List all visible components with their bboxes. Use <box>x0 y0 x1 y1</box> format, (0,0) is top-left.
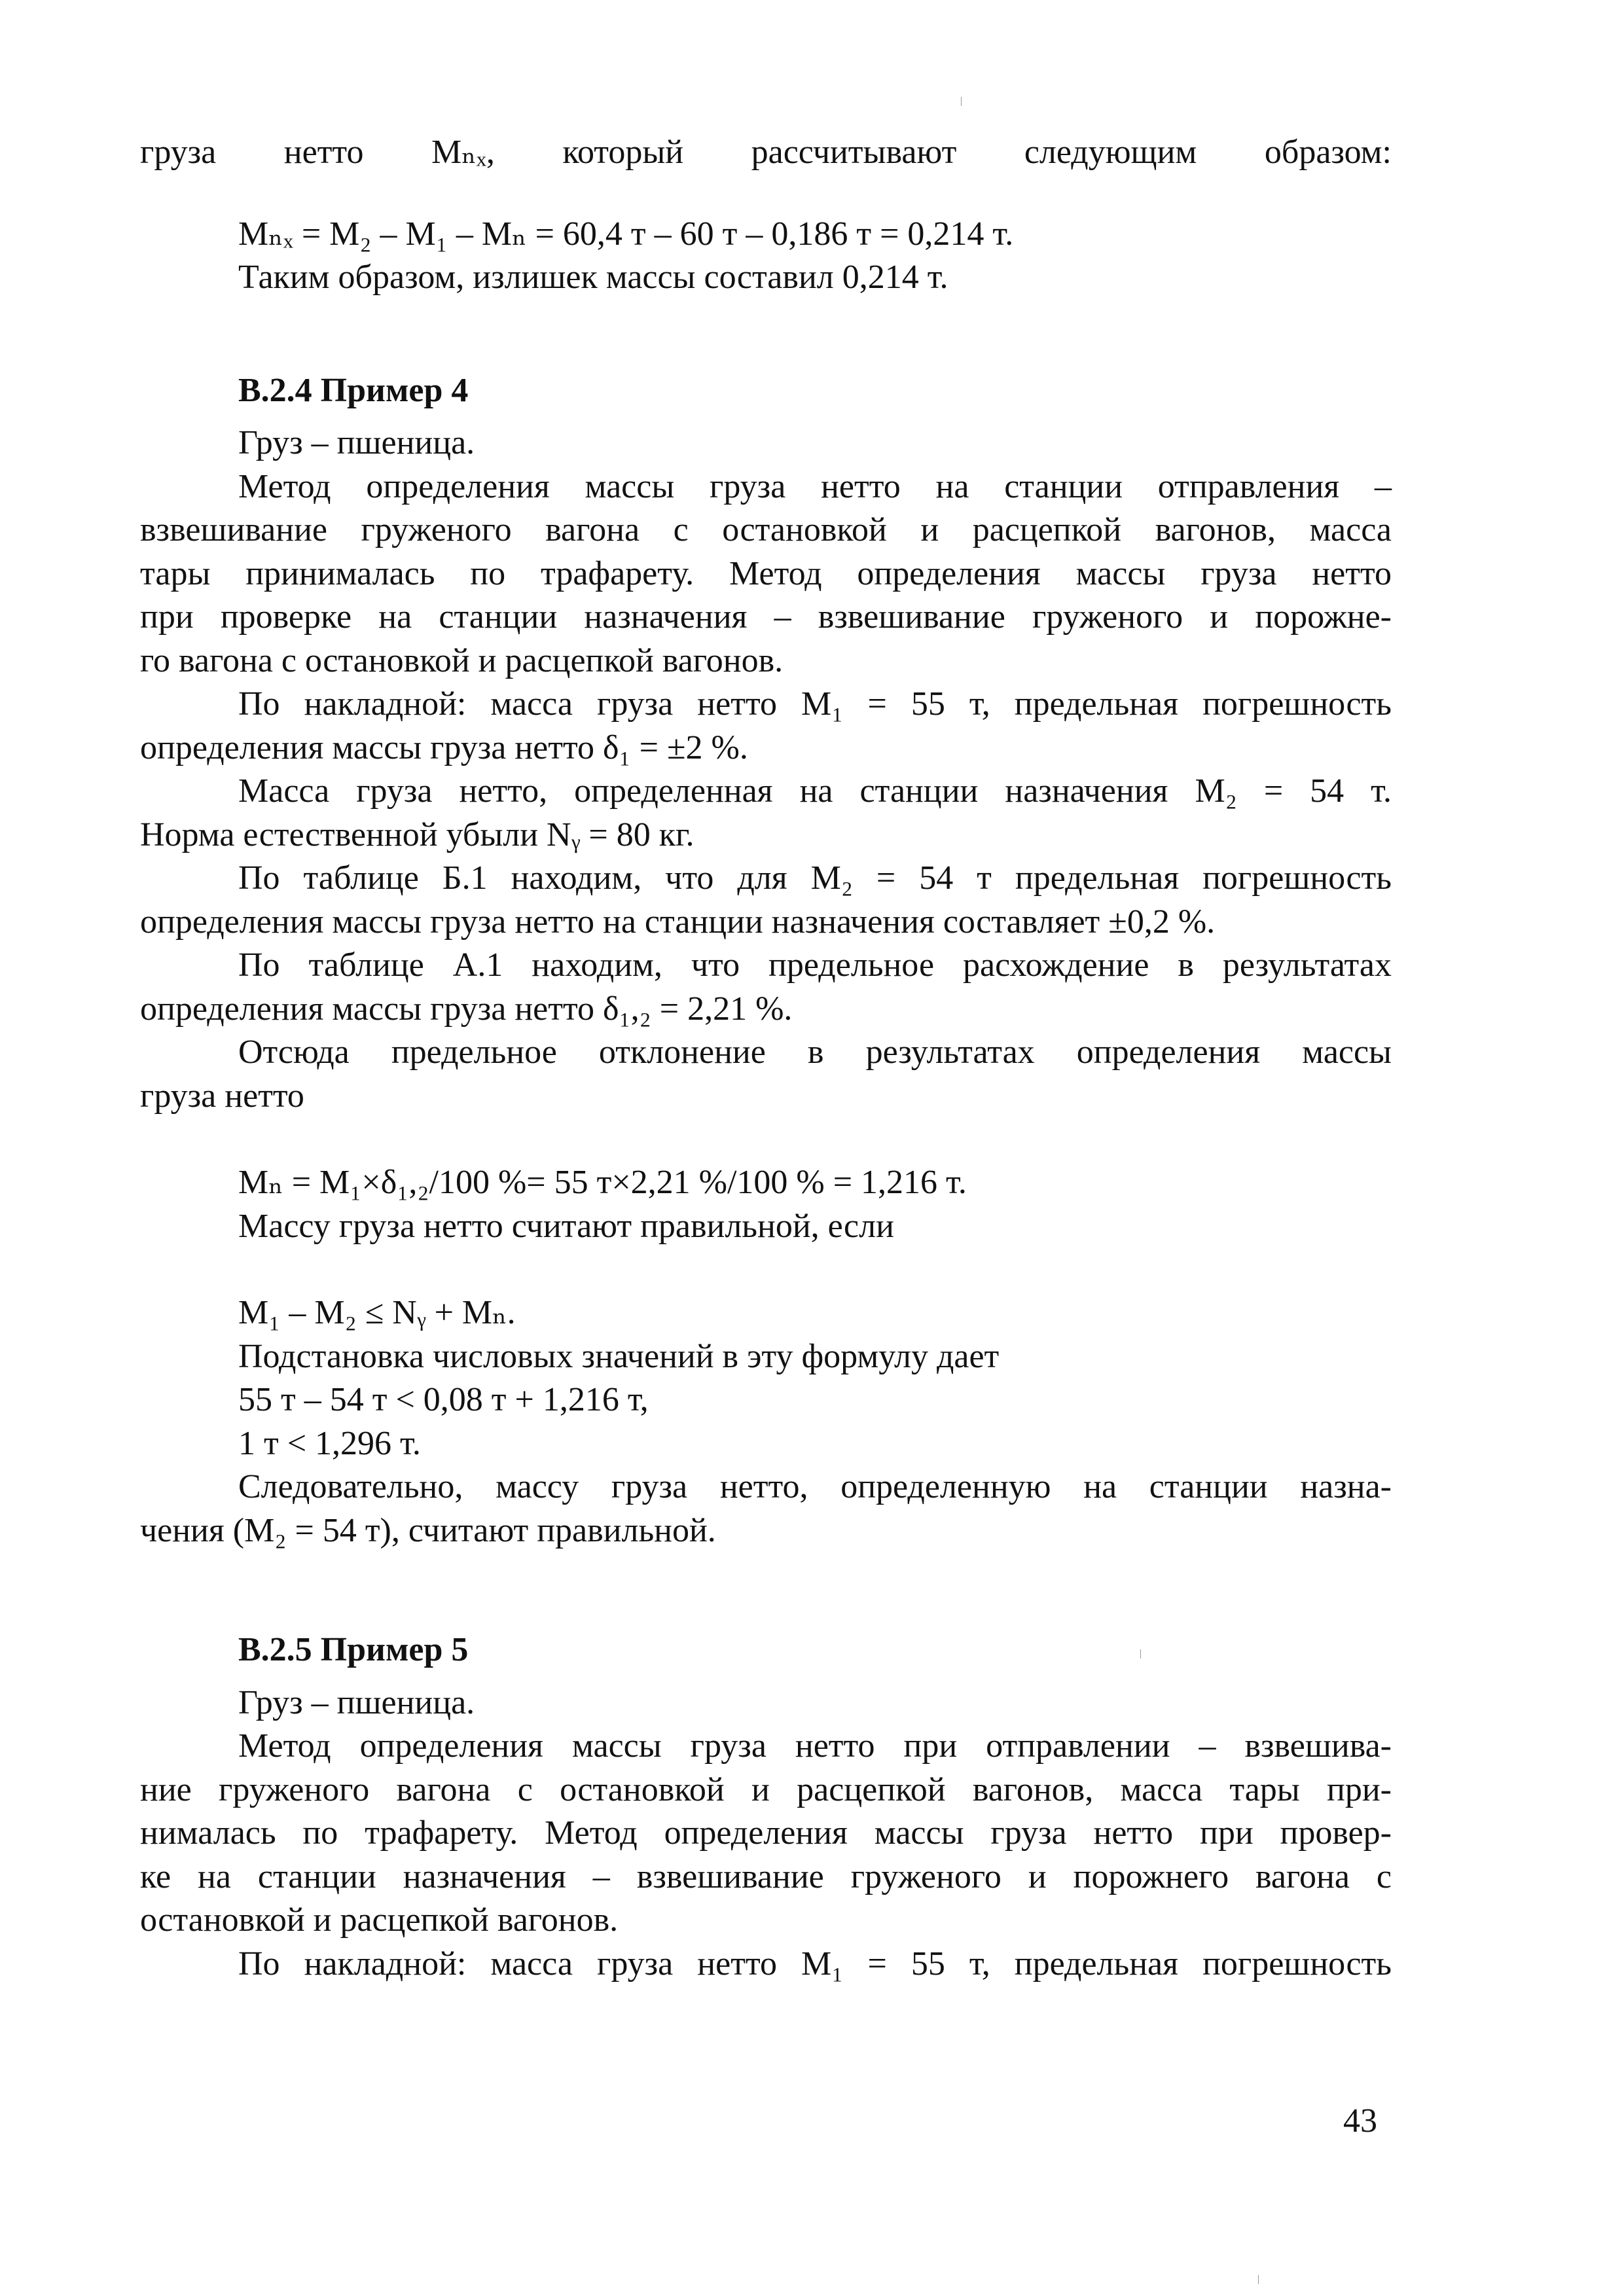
text-line: По накладной: масса груза нетто М₁ = 55 т, предельная погрешность <box>238 1945 1392 1982</box>
text-line: нималась по трафарету. Метод определения массы груза нетто при провер- <box>140 1814 1392 1852</box>
text-line: определения массы груза нетто на станции назначения составляет ±0,2 %. <box>140 903 1216 941</box>
text-line: По таблице А.1 находим, что предельное расхождение в результатах <box>238 946 1392 984</box>
page-number: 43 <box>1343 2102 1377 2140</box>
text-line: Метод определения массы груза нетто при отправлении – взвешива- <box>238 1727 1392 1765</box>
text-line: По таблице Б.1 находим, что для М₂ = 54 т предельная погрешность <box>238 859 1392 897</box>
text-line: Отсюда предельное отклонение в результатах определения массы <box>238 1033 1392 1071</box>
text-line: взвешивание груженого вагона с остановкой и расцепкой вагонов, масса <box>140 511 1392 548</box>
page-body <box>140 131 1392 1986</box>
scan-speck <box>1140 1649 1141 1659</box>
formula-line: Мₙ = М₁×δ₁,₂/100 %= 55 т×2,21 %/100 % = 1,216 т. <box>238 1164 967 1201</box>
text-line: груза нетто <box>140 1077 304 1115</box>
text-line: Метод определения массы груза нетто на станции отправления – <box>238 467 1392 505</box>
text-line: го вагона с остановкой и расцепкой вагонов. <box>140 641 784 679</box>
text-line: Масса груза нетто, определенная на станции назначения М₂ = 54 т. <box>238 772 1392 810</box>
text-line: тары принималась по трафарету. Метод определения массы груза нетто <box>140 554 1392 592</box>
text-line: Груз – пшеница. <box>238 1683 475 1721</box>
text-line: чения (М₂ = 54 т), считают правильной. <box>140 1511 716 1549</box>
text-line: груза нетто Мₙₓ, который рассчитывают следующим образом: <box>140 134 1392 171</box>
text-line: Таким образом, излишек массы составил 0,214 т. <box>238 259 948 296</box>
text-line: остановкой и расцепкой вагонов. <box>140 1901 619 1939</box>
formula-line: Мₙₓ = М₂ – М₁ – Мₙ = 60,4 т – 60 т – 0,186 т = 0,214 т. <box>238 215 1014 253</box>
text-line: Следовательно, массу груза нетто, определенную на станции назна- <box>238 1468 1392 1505</box>
formula-line: 1 т < 1,296 т. <box>238 1424 421 1462</box>
text-line: ние груженого вагона с остановкой и расцепкой вагонов, масса тары при- <box>140 1770 1392 1808</box>
text-line: Груз – пшеница. <box>238 424 475 461</box>
text-line: Подстановка числовых значений в эту формулу дает <box>238 1337 1000 1375</box>
text-line: Массу груза нетто считают правильной, если <box>238 1207 894 1245</box>
text-line: при проверке на станции назначения – взвешивание груженого и порожне- <box>140 598 1392 636</box>
text-line: определения массы груза нетто δ₁,₂ = 2,21 %. <box>140 990 793 1028</box>
text-line: По накладной: масса груза нетто М₁ = 55 т, предельная погрешность <box>238 685 1392 723</box>
formula-line: М₁ – М₂ ≤ Nᵧ + Мₙ. <box>238 1294 516 1331</box>
section-heading: В.2.4 Пример 4 <box>238 371 469 409</box>
section-heading: В.2.5 Пример 5 <box>238 1631 469 1668</box>
text-line: Норма естественной убыли Nᵧ = 80 кг. <box>140 816 695 853</box>
formula-line: 55 т – 54 т < 0,08 т + 1,216 т, <box>238 1381 649 1418</box>
text-line: определения массы груза нетто δ₁ = ±2 %. <box>140 728 748 766</box>
text-line: ке на станции назначения – взвешивание груженого и порожнего вагона с <box>140 1857 1392 1895</box>
scan-speck <box>1258 2275 1259 2284</box>
scan-speck <box>961 97 962 106</box>
